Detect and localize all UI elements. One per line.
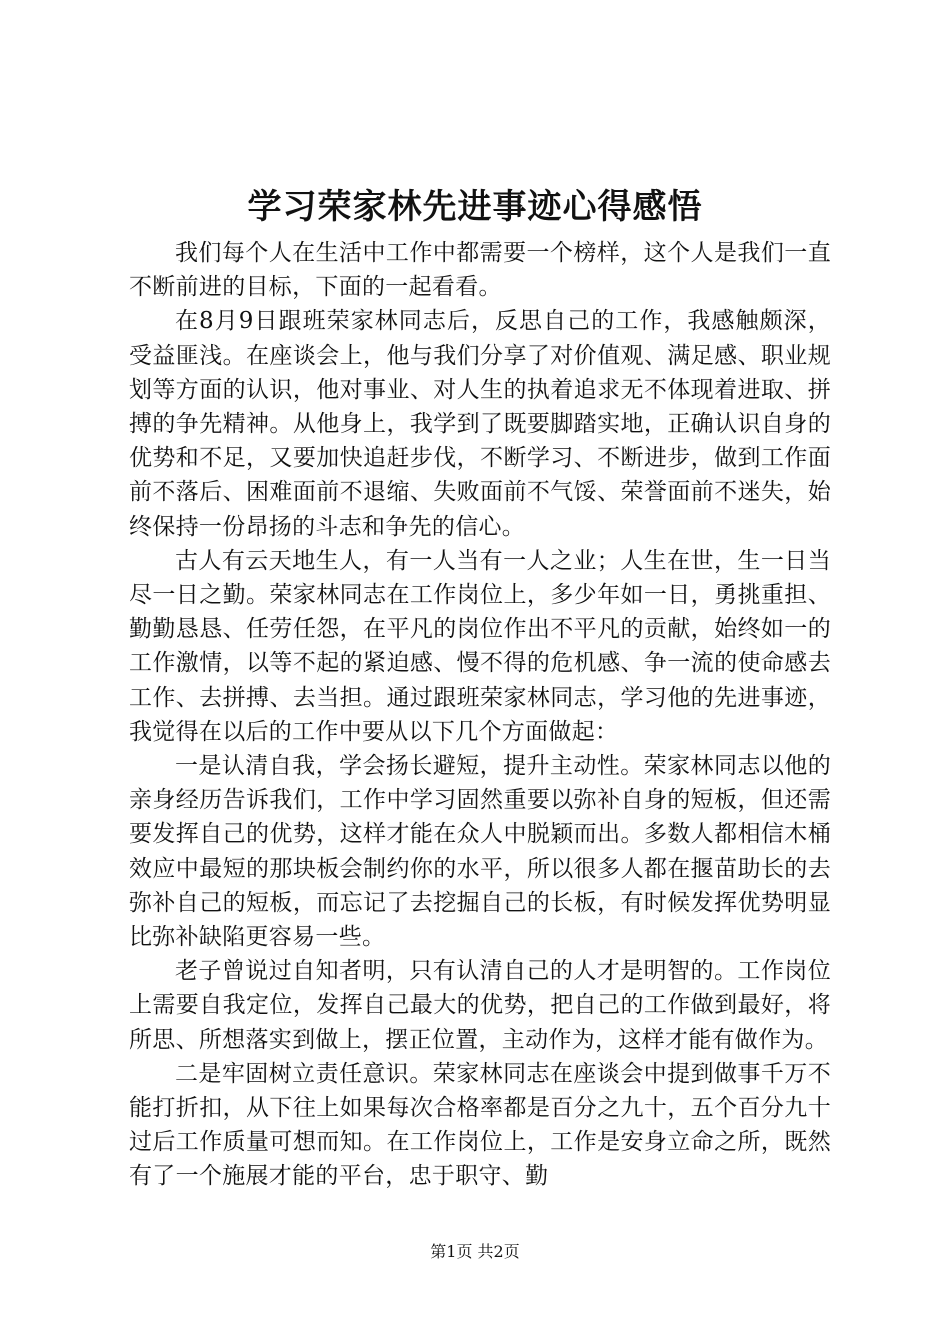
page-footer: 第1页 共2页: [430, 1242, 520, 1261]
paragraph-3: 古人有云天地生人，有一人当有一人之业；人生在世，生一日当尽一日之勤。荣家林同志在工作岗位上，多少年如一日，勇挑重担、勤勤恳恳、任劳任怨，在平凡的岗位作出不平凡的贡献，始终如一的工作激情，以等不起的紧迫感、慢不得的危机感、争一流的使命感去工作、去拼搏、去当担。通过跟班荣家林同志，学习他的先进事迹，我觉得在以后的工作中要从以下几个方面做起：: [129, 547, 831, 745]
paragraph-4: 一是认清自我，学会扬长避短，提升主动性。荣家林同志以他的亲身经历告诉我们，工作中学习固然重要以弥补自身的短板，但还需要发挥自己的优势，这样才能在众人中脱颖而出。多数人都相信木桶效应中最短的那块板会制约你的水平，所以很多人都在揠苗助长的去弥补自己的短板，而忘记了去挖掘自己的长板，有时候发挥优势明显比弥补缺陷更容易一些。: [129, 753, 831, 951]
paragraph-2: 在8月9日跟班荣家林同志后，反思自己的工作，我感触颇深，受益匪浅。在座谈会上，他与我们分享了对价值观、满足感、职业规划等方面的认识，他对事业、对人生的执着追求无不体现着进取、拼搏的争先精神。从他身上，我学到了既要脚踏实地，正确认识自身的优势和不足，又要加快追赶步伐，不断学习、不断进步，做到工作面前不落后、困难面前不退缩、失败面前不气馁、荣誉面前不迷失，始终保持一份昂扬的斗志和争先的信心。: [129, 308, 831, 540]
paragraph-5: 老子曾说过自知者明，只有认清自己的人才是明智的。工作岗位上需要自我定位，发挥自己最大的优势，把自己的工作做到最好，将所思、所想落实到做上，摆正位置，主动作为，这样才能有做作为。: [129, 958, 831, 1053]
paragraph-1: 我们每个人在生活中工作中都需要一个榜样，这个人是我们一直不断前进的目标，下面的一起看看。: [129, 240, 831, 301]
document-title: 学习荣家林先进事迹心得感悟: [247, 187, 703, 227]
paragraph-6: 二是牢固树立责任意识。荣家林同志在座谈会中提到做事千万不能打折扣，从下往上如果每次合格率都是百分之九十，五个百分九十过后工作质量可想而知。在工作岗位上，工作是安身立命之所，既然有了一个施展才能的平台，忠于职守、勤: [129, 1060, 831, 1190]
document-body: [129, 236, 831, 1194]
